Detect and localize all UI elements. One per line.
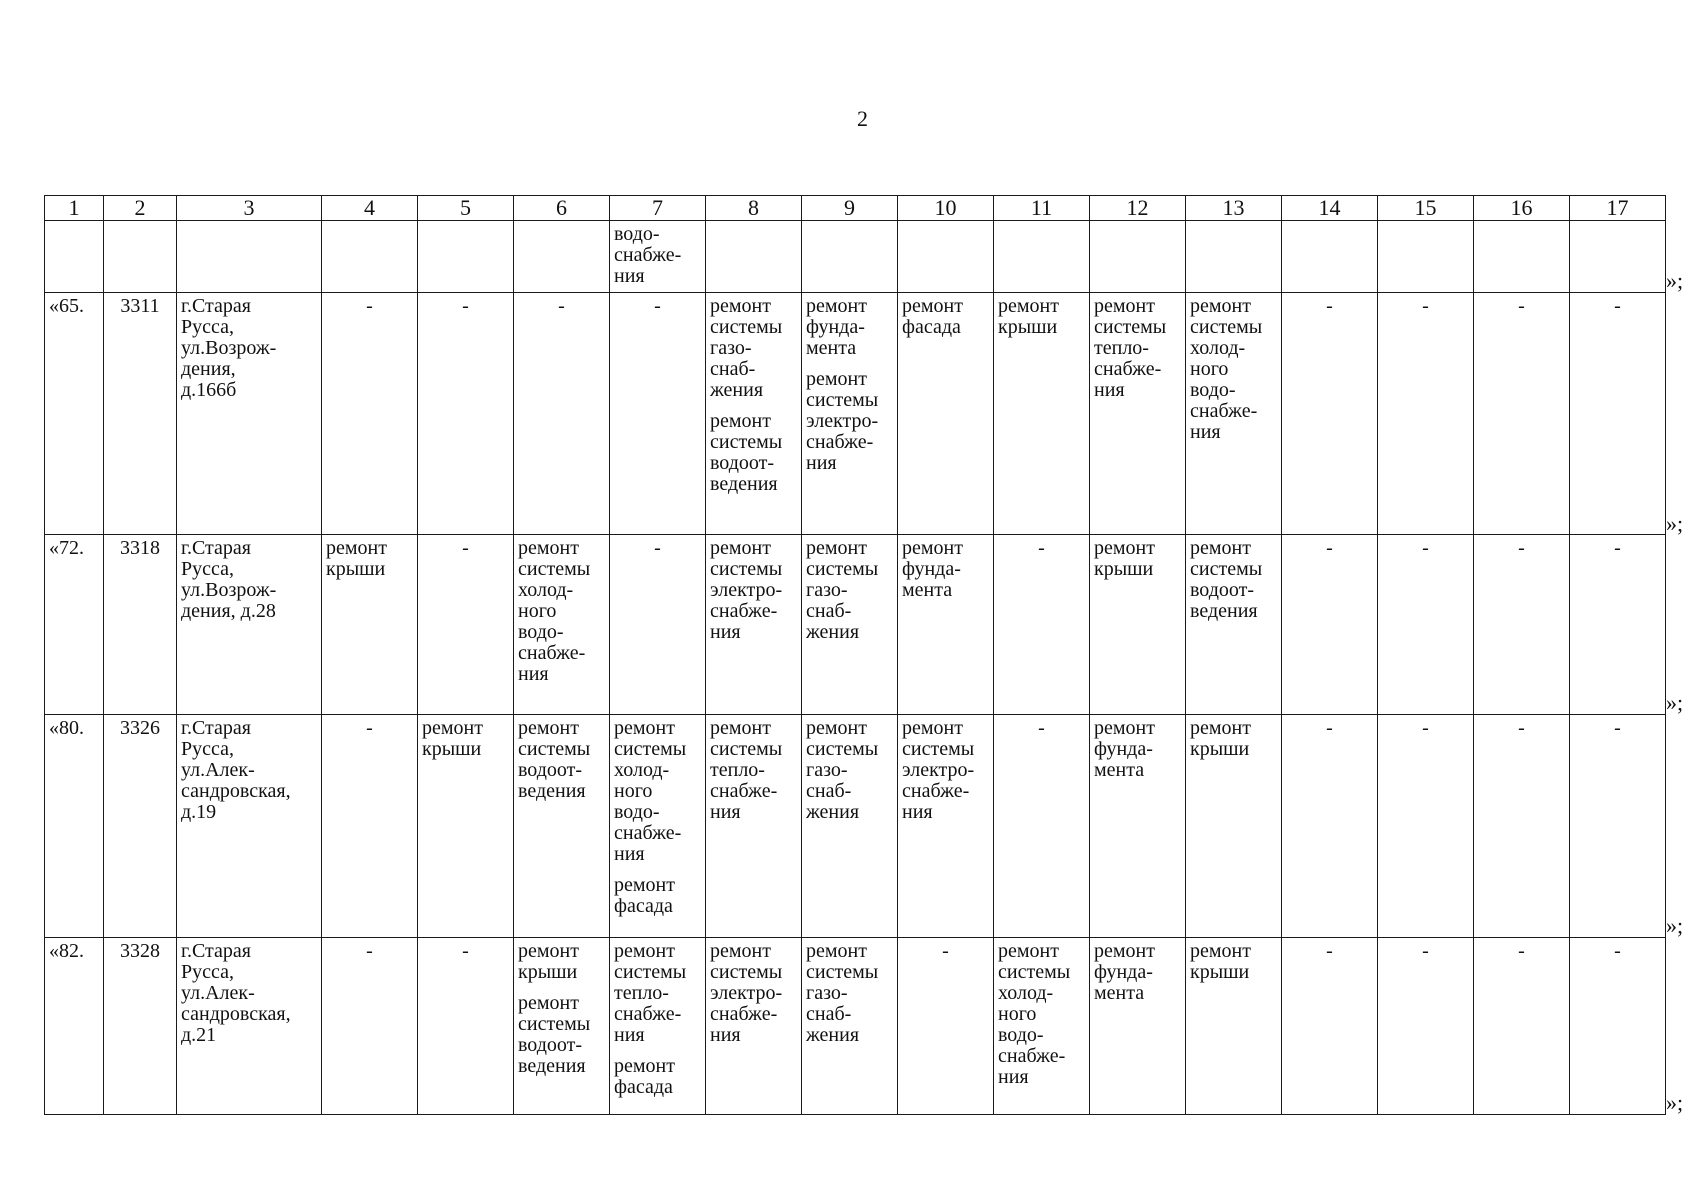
cell-c6	[514, 535, 610, 715]
cell-text: -	[1614, 940, 1621, 962]
cell-c16	[1474, 938, 1570, 1115]
cell-text: -	[1326, 537, 1333, 559]
cell-text: ремонт системы тепло- снабже- ния	[710, 717, 783, 823]
table-row	[45, 535, 1666, 715]
cell-text: -	[654, 295, 661, 317]
cell	[104, 221, 177, 293]
table-row	[45, 715, 1666, 938]
cell-text: -	[1326, 717, 1333, 739]
cell-text: 3328	[120, 940, 160, 962]
cell-text: -	[1038, 717, 1045, 739]
cell-c7	[610, 535, 706, 715]
table-row-continuation	[45, 221, 1666, 293]
cell	[177, 221, 322, 293]
cell-c4	[322, 715, 418, 938]
cell-c8	[706, 293, 802, 535]
column-number-row	[45, 196, 1666, 221]
cell-text: -	[1614, 295, 1621, 317]
cell-c9	[802, 293, 898, 535]
cell-text: ремонт системы водоот- ведения	[710, 410, 783, 495]
cell-address	[177, 938, 322, 1115]
cell	[418, 221, 514, 293]
cell-text: ремонт системы водоот- ведения	[518, 717, 591, 802]
cell-c11	[994, 715, 1090, 938]
cell-c12	[1090, 535, 1186, 715]
column-number-17: 17	[1570, 196, 1666, 221]
cell-text: -	[1422, 717, 1429, 739]
cell-c8	[706, 715, 802, 938]
column-number-7: 7	[610, 196, 706, 221]
cell-c4	[322, 938, 418, 1115]
cell-c16	[1474, 535, 1570, 715]
row-closing-mark: »;	[1666, 913, 1684, 938]
cell-text: ремонт системы тепло- снабже- ния	[1094, 295, 1167, 401]
cell-c16	[1474, 715, 1570, 938]
cell-text: -	[654, 537, 661, 559]
cell-text: ремонт системы холод- ного водо- снабже- ния	[614, 717, 687, 865]
cell-text: «80.	[49, 717, 84, 739]
cell-num	[45, 293, 104, 535]
cell-text: ремонт крыши	[1190, 940, 1251, 983]
cell	[1282, 221, 1378, 293]
cell-c13	[1186, 293, 1282, 535]
cell-text: ремонт системы электро- снабже- ния	[902, 717, 975, 823]
cell-text: водо- снабже- ния	[614, 223, 682, 287]
column-number-12: 12	[1090, 196, 1186, 221]
column-number-1: 1	[45, 196, 104, 221]
cell-text: г.Старая Русса, ул.Алек- сандровская, д.19	[181, 717, 291, 823]
column-number-15: 15	[1378, 196, 1474, 221]
cell-c10	[898, 535, 994, 715]
cell-c10	[898, 293, 994, 535]
cell-c4	[322, 293, 418, 535]
cell-text: г.Старая Русса, ул.Возрож- дения, д.166б	[181, 295, 277, 401]
cell-c7	[610, 293, 706, 535]
column-number-13: 13	[1186, 196, 1282, 221]
cell-text: г.Старая Русса, ул.Алек- сандровская, д.21	[181, 940, 291, 1046]
cell-text: -	[1518, 537, 1525, 559]
cell-text: ремонт системы холод- ного водо- снабже- ния	[998, 940, 1071, 1088]
column-number-4: 4	[322, 196, 418, 221]
cell-text: ремонт фунда- мента	[806, 295, 867, 359]
cell-text: г.Старая Русса, ул.Возрож- дения, д.28	[181, 537, 277, 622]
column-number-16: 16	[1474, 196, 1570, 221]
cell-c17	[1570, 938, 1666, 1115]
cell-c5	[418, 293, 514, 535]
cell-c14	[1282, 535, 1378, 715]
cell-c17	[1570, 715, 1666, 938]
cell-c6	[514, 715, 610, 938]
cell-c8	[706, 535, 802, 715]
cell-c11	[994, 293, 1090, 535]
cell-text: «65.	[49, 295, 84, 317]
cell-id	[104, 715, 177, 938]
cell-text: ремонт системы газо- снаб- жения	[710, 295, 783, 401]
cell-c11	[994, 938, 1090, 1115]
cell-text: «72.	[49, 537, 84, 559]
column-number-10: 10	[898, 196, 994, 221]
cell-c9	[802, 535, 898, 715]
column-number-2: 2	[104, 196, 177, 221]
cell-address	[177, 715, 322, 938]
cell-c4	[322, 535, 418, 715]
column-number-8: 8	[706, 196, 802, 221]
cell-text: ремонт системы холод- ного водо- снабже- ния	[518, 537, 591, 685]
cell-c9	[802, 938, 898, 1115]
cell-c5	[418, 535, 514, 715]
row-closing-mark: »;	[1666, 690, 1684, 715]
cell-c14	[1282, 715, 1378, 938]
cell-c12	[1090, 938, 1186, 1115]
cell-num	[45, 938, 104, 1115]
cell-text: ремонт крыши	[1094, 537, 1155, 580]
cell-text: ремонт фунда- мента	[1094, 940, 1155, 1004]
cell-c12	[1090, 715, 1186, 938]
cell-c15	[1378, 535, 1474, 715]
cell-text: ремонт системы холод- ного водо- снабже- ния	[1190, 295, 1263, 443]
cell-c10	[898, 938, 994, 1115]
cell-c7	[610, 715, 706, 938]
cell-c15	[1378, 293, 1474, 535]
cell-c6	[514, 293, 610, 535]
cell	[1570, 221, 1666, 293]
cell	[610, 221, 706, 293]
cell-text: ремонт системы газо- снаб- жения	[806, 940, 879, 1046]
cell-c14	[1282, 938, 1378, 1115]
cell-c13	[1186, 715, 1282, 938]
cell-text: 3326	[120, 717, 160, 739]
cell-text: ремонт системы водоот- ведения	[518, 992, 591, 1077]
cell-c13	[1186, 535, 1282, 715]
cell-text: -	[462, 295, 469, 317]
cell	[1474, 221, 1570, 293]
table-row	[45, 293, 1666, 535]
cell-text: -	[462, 940, 469, 962]
cell	[1090, 221, 1186, 293]
cell-c17	[1570, 293, 1666, 535]
cell-text: ремонт крыши	[422, 717, 483, 760]
cell-text: ремонт системы газо- снаб- жения	[806, 717, 879, 823]
cell-text: -	[462, 537, 469, 559]
cell-num	[45, 715, 104, 938]
cell-text: -	[366, 717, 373, 739]
cell-text: -	[1326, 295, 1333, 317]
cell-text: ремонт фунда- мента	[1094, 717, 1155, 781]
cell-text: 3318	[120, 537, 160, 559]
cell-address	[177, 535, 322, 715]
cell-c9	[802, 715, 898, 938]
cell-text: -	[366, 940, 373, 962]
cell-c6	[514, 938, 610, 1115]
column-number-5: 5	[418, 196, 514, 221]
cell	[802, 221, 898, 293]
cell-c15	[1378, 715, 1474, 938]
page-number: 2	[857, 106, 868, 131]
cell	[994, 221, 1090, 293]
cell-text: -	[942, 940, 949, 962]
repair-schedule-table	[44, 195, 1666, 1115]
cell	[45, 221, 104, 293]
cell	[1378, 221, 1474, 293]
column-number-11: 11	[994, 196, 1090, 221]
cell-id	[104, 535, 177, 715]
cell-text: «82.	[49, 940, 84, 962]
cell-text: ремонт системы электро- снабже- ния	[710, 537, 783, 643]
column-number-6: 6	[514, 196, 610, 221]
column-number-9: 9	[802, 196, 898, 221]
cell-text: ремонт крыши	[326, 537, 387, 580]
cell-c14	[1282, 293, 1378, 535]
cell-c15	[1378, 938, 1474, 1115]
cell-text: -	[558, 295, 565, 317]
cell-id	[104, 293, 177, 535]
cell-text: -	[1038, 537, 1045, 559]
cell-text: ремонт системы тепло- снабже- ния	[614, 940, 687, 1046]
cell-c5	[418, 938, 514, 1115]
cell-c16	[1474, 293, 1570, 535]
column-number-3: 3	[177, 196, 322, 221]
cell-text: -	[1614, 537, 1621, 559]
table-body	[45, 196, 1666, 1115]
column-number-14: 14	[1282, 196, 1378, 221]
cell-text: ремонт фасада	[902, 295, 963, 338]
cell-text: ремонт крыши	[998, 295, 1059, 338]
cell-text: ремонт системы электро- снабже- ния	[806, 368, 879, 474]
cell-text: -	[1614, 717, 1621, 739]
cell-c8	[706, 938, 802, 1115]
cell-id	[104, 938, 177, 1115]
cell-text: -	[1518, 940, 1525, 962]
cell-text: -	[1518, 295, 1525, 317]
cell	[1186, 221, 1282, 293]
table-row	[45, 938, 1666, 1115]
cell-text: -	[366, 295, 373, 317]
cell-c13	[1186, 938, 1282, 1115]
cell-text: ремонт фасада	[614, 874, 675, 917]
cell-address	[177, 293, 322, 535]
row-closing-mark: »;	[1666, 511, 1684, 536]
cell-text: ремонт системы газо- снаб- жения	[806, 537, 879, 643]
cell-c10	[898, 715, 994, 938]
cell-c11	[994, 535, 1090, 715]
cell	[898, 221, 994, 293]
cell-text: -	[1422, 537, 1429, 559]
cell-c7	[610, 938, 706, 1115]
cell-text: ремонт фасада	[614, 1055, 675, 1098]
cell-text: ремонт крыши	[1190, 717, 1251, 760]
cell-c17	[1570, 535, 1666, 715]
row-closing-mark: »;	[1666, 268, 1684, 293]
cell-text: -	[1422, 295, 1429, 317]
cell-text: 3311	[120, 295, 160, 317]
cell-c12	[1090, 293, 1186, 535]
cell	[514, 221, 610, 293]
row-closing-mark: »;	[1666, 1090, 1684, 1115]
cell-text: -	[1326, 940, 1333, 962]
cell-text: ремонт фунда- мента	[902, 537, 963, 601]
cell-text: ремонт крыши	[518, 940, 579, 983]
cell-text: ремонт системы водоот- ведения	[1190, 537, 1263, 622]
cell-text: -	[1422, 940, 1429, 962]
cell-num	[45, 535, 104, 715]
cell-text: -	[1518, 717, 1525, 739]
cell	[706, 221, 802, 293]
cell	[322, 221, 418, 293]
cell-c5	[418, 715, 514, 938]
cell-text: ремонт системы электро- снабже- ния	[710, 940, 783, 1046]
